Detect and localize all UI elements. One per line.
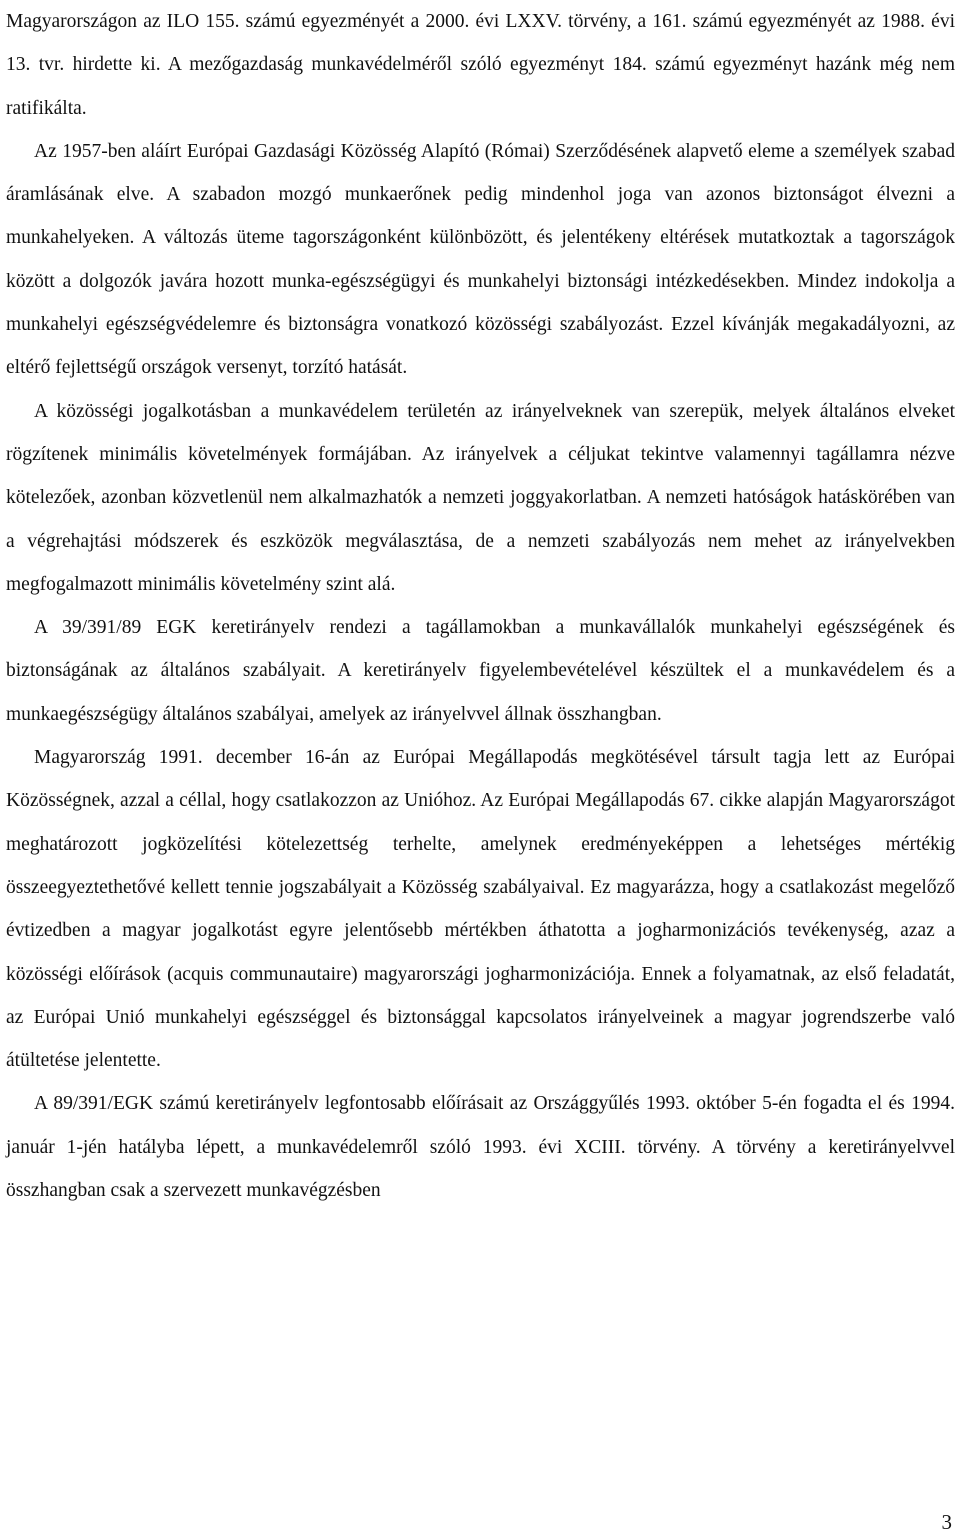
paragraph-directives: A közösségi jogalkotásban a munkavédelem területén az irányelveknek van szerepük, melyek általános elveket rögzítenek minimális követelmények formájában. Az irányelvek a céljukat tekintve valamennyi tagállamra nézve kötelezőek, azonban közvetlenül nem alkalmazhatók a nemzeti joggyakorlatban. A nemzeti hatóságok hatáskörében van a végrehajtási módszerek és eszközök megválasztása, de a nemzeti szabályozás nem mehet az irányelvekben megfogalmazott minimális követelmény szint alá. [6, 400, 955, 595]
paragraph-hungary-association: Magyarország 1991. december 16-án az Európai Megállapodás megkötésével társult tagja lett az Európai Közösségnek, azzal a céllal, hogy csatlakozzon az Unióhoz. Az Európai Megállapodás 67. cikke alapján Magyarországot meghatározott jogközelítési kötelezettség terhelte, amelynek eredményeképpen a lehetséges mértékig összeegyeztethetővé kellett tennie jogszabályait a Közösség szabályaival. Ez magyarázza, hogy a csatlakozást megelőző évtizedben a magyar jogalkotást egyre jelentősebb mértékben áthatotta a jogharmonizációs tevékenység, azaz a közösségi előírások (acquis communautaire) magyarországi jogharmonizációja. Ennek a folyamatnak, az első feladatát, az Európai Unió munkahelyi egészséggel és biztonsággal kapcsolatos irányelveinek a magyar jogrendszerbe való átültetése jelentette. [6, 747, 955, 1072]
page-number: 3 [941, 1510, 952, 1534]
document-body [6, 0, 955, 1212]
paragraph-eec-treaty: Az 1957-ben aláírt Európai Gazdasági Közösség Alapító (Római) Szerződésének alapvető eleme a személyek szabad áramlásának elve. A szabadon mozgó munkaerőnek pedig mindenhol joga van azonos biztonságot élvezni a munkahelyeken. A változás üteme tagországonként különbözött, és jelentékeny eltérések mutatkoztak a tagországok között a dolgozók javára hozott munka-egészségügyi és munkahelyi biztonsági intézkedésekben. Mindez indokolja a munkahelyi egészségvédelemre és biztonságra vonatkozó közösségi szabályozást. Ezzel kívánják megakadályozni, az eltérő fejlettségű országok versenyt, torzító hatását. [6, 140, 955, 379]
paragraph-labour-safety-act: A 89/391/EGK számú keretirányelv legfontosabb előírásait az Országgyűlés 1993. október 5-én fogadta el és 1994. január 1-jén hatályba lépett, a munkavédelemről szóló 1993. évi XCIII. törvény. A törvény a keretirányelvvel összhangban csak a szervezett munkavégzésben [6, 1093, 955, 1202]
paragraph-framework-directive: A 39/391/89 EGK keretirányelv rendezi a tagállamokban a munkavállalók munkahelyi egészségének és biztonságának az általános szabályait. A keretirányelv figyelembevételével készültek el a munkavédelem és a munkaegészségügy általános szabályai, amelyek az irányelvvel állnak összhangban. [6, 617, 955, 725]
paragraph-ilo-conventions: Magyarországon az ILO 155. számú egyezményét a 2000. évi LXXV. törvény, a 161. számú egyezményét az 1988. évi 13. tvr. hirdette ki. A mezőgazdaság munkavédelméről szóló egyezményt 184. számú egyezményt hazánk még nem ratifikálta. [6, 11, 955, 119]
